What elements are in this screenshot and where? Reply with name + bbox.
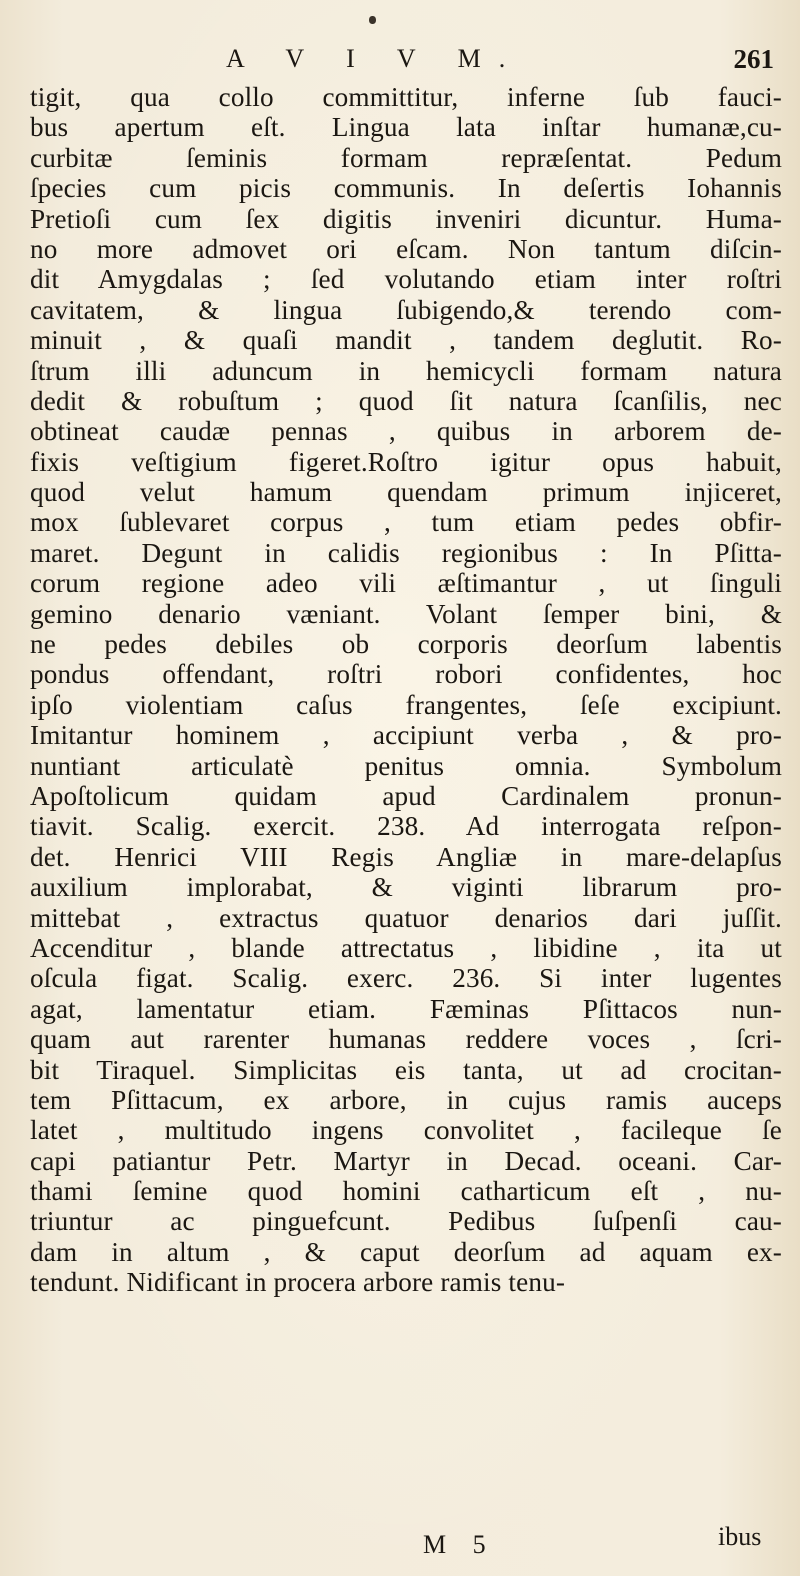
footer	[0, 1522, 800, 1564]
running-title: A V I V M.	[226, 44, 524, 73]
text-line: tigit, qua collo committitur, inferne ſub fauci-	[30, 82, 782, 112]
text-line: thami ſemine quod homini catharticum eſt , nu-	[30, 1176, 782, 1207]
text-line: dedit & robuſtum ; quod ſit natura ſcanſilis, nec	[30, 385, 782, 416]
text-line: oſcula figat. Scalig. exerc. 236. Si inter lugentes	[30, 963, 782, 994]
text-line: gemino denario væniant. Volant ſemper bini, &	[30, 598, 782, 629]
text-line: det. Henrici VIII Regis Angliæ in mare-delapſus	[30, 841, 782, 872]
text-line: ſpecies cum picis communis. In deſertis Iohannis	[30, 173, 782, 204]
text-line: Imitantur hominem , accipiunt verba , & pro-	[30, 720, 782, 751]
text-line: Accenditur , blande attrectatus , libidine , ita ut	[30, 932, 782, 963]
text-line: curbitæ ſeminis formam repræſentat. Pedum	[30, 142, 782, 173]
text-line: dit Amygdalas ; ſed volutando etiam inter roſtri	[30, 264, 782, 295]
text-line: fixis veſtigium figeret.Roſtro igitur opus habuit,	[30, 446, 782, 477]
text-line: maret. Degunt in calidis regionibus : In Pſitta-	[30, 537, 782, 568]
body-text	[30, 82, 782, 1298]
text-line: bit Tiraquel. Simplicitas eis tanta, ut ad crocitan-	[30, 1054, 782, 1085]
page-number: 261	[733, 44, 774, 74]
text-line: minuit , & quaſi mandit , tandem deglutit. Ro-	[30, 325, 782, 356]
text-line: tem Pſittacum, ex arbore, in cujus ramis auceps	[30, 1084, 782, 1115]
text-line: quam aut rarenter humanas reddere voces , ſcri-	[30, 1024, 782, 1055]
text-line: tiavit. Scalig. exercit. 238. Ad interrogata reſpon-	[30, 811, 782, 842]
text-line: pondus offendant, roſtri robori confidentes, hoc	[30, 659, 782, 690]
text-line: tendunt. Nidificant in procera arbore ramis tenu-	[30, 1267, 566, 1298]
ink-dot	[369, 16, 376, 24]
catchword: ibus	[718, 1522, 762, 1551]
text-line: nuntiant articulatè penitus omnia. Symbolum	[30, 750, 782, 781]
text-line: obtineat caudæ pennas , quibus in arborem de-	[30, 416, 782, 447]
text-line: ipſo violentiam caſus frangentes, ſeſe excipiunt.	[30, 689, 782, 720]
text-line: cavitatem, & lingua ſubigendo,& terendo com-	[30, 294, 782, 325]
text-line: ſtrum illi aduncum in hemicycli formam natura	[30, 355, 782, 386]
text-line: auxilium implorabat, & viginti librarum pro-	[30, 872, 782, 903]
text-line: capi patiantur Petr. Martyr in Decad. oceani. Car-	[30, 1145, 782, 1176]
text-line: triuntur ac pinguefcunt. Pedibus ſuſpenſi cau-	[30, 1206, 782, 1237]
text-line: bus apertum eſt. Lingua lata inſtar humanæ,cu-	[30, 112, 782, 143]
text-line: mittebat , extractus quatuor denarios dari juſſit.	[30, 902, 782, 933]
text-line: Pretioſi cum ſex digitis inveniri dicuntur. Huma-	[30, 203, 782, 234]
text-line: ne pedes debiles ob corporis deorſum labentis	[30, 629, 782, 660]
text-line: corum regione adeo vili æſtimantur , ut ſinguli	[30, 568, 782, 599]
text-line: agat, lamentatur etiam. Fæminas Pſittacos nun-	[30, 993, 782, 1024]
text-line: dam in altum , & caput deorſum ad aquam ex-	[30, 1236, 782, 1267]
text-line: no more admovet ori eſcam. Non tantum diſcin-	[30, 233, 782, 264]
signature-mark: M 5	[423, 1530, 496, 1559]
text-line: mox ſublevaret corpus , tum etiam pedes obfir-	[30, 507, 782, 538]
text-line: latet , multitudo ingens convolitet , facileque ſe	[30, 1115, 782, 1146]
text-line: Apoſtolicum quidam apud Cardinalem pronun-	[30, 780, 782, 811]
text-line: quod velut hamum quendam primum injiceret,	[30, 477, 782, 508]
